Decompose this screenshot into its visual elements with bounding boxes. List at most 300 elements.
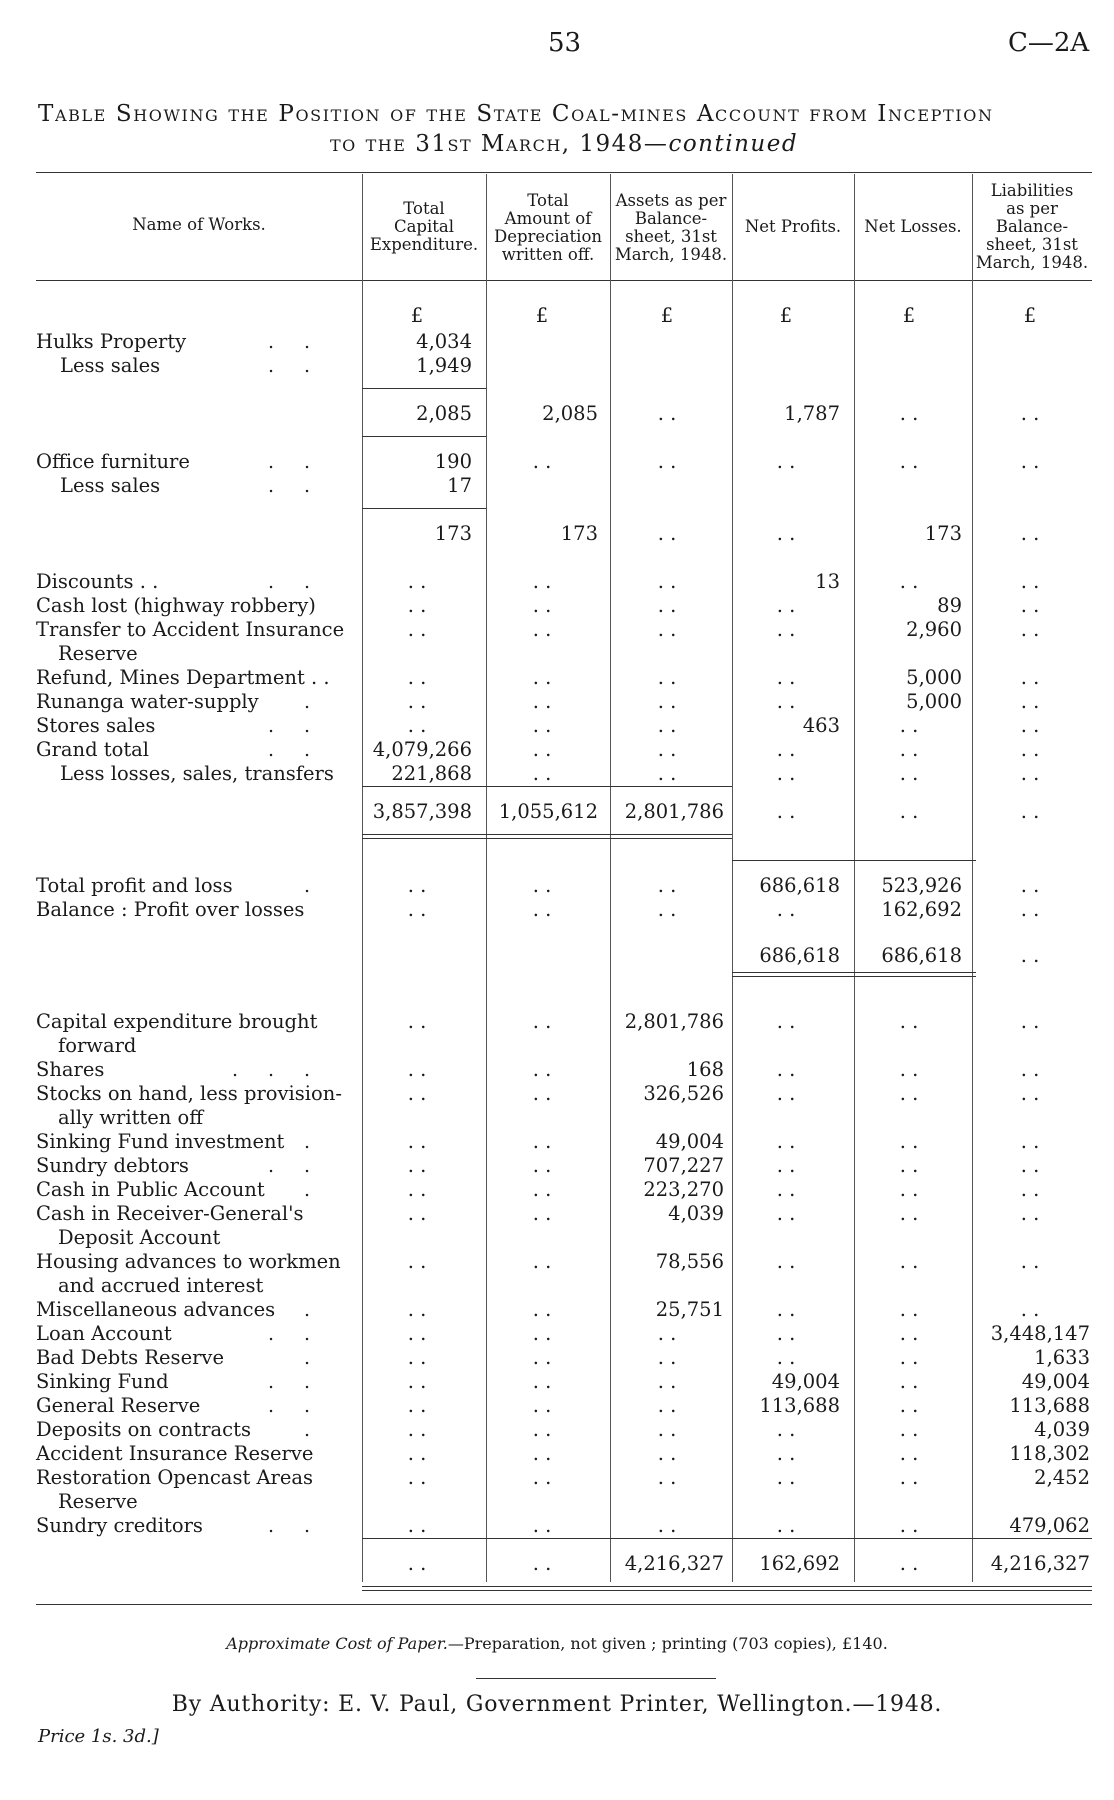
table-cell: . .	[532, 666, 552, 689]
dot-leader: .	[268, 715, 281, 737]
header-line: written off.	[501, 245, 595, 264]
table-cell: . .	[532, 1346, 552, 1369]
table-row	[0, 1010, 1114, 1034]
table-cell: . .	[407, 594, 427, 617]
table-cell: . .	[532, 898, 552, 921]
header-line: Total	[403, 199, 445, 218]
table-cell: . .	[1020, 738, 1040, 761]
header-line: Total	[527, 191, 569, 210]
table-cell: . .	[532, 1552, 552, 1575]
dot-leader: .	[304, 331, 317, 353]
table-cell: 3,448,147	[990, 1322, 1090, 1345]
table-row	[0, 800, 1114, 824]
total-rule	[362, 834, 732, 835]
table-cell: . .	[657, 1514, 677, 1537]
table-cell: . .	[899, 714, 919, 737]
dot-leader: .	[268, 451, 281, 473]
table-row	[0, 762, 1114, 786]
table-cell: 25,751	[655, 1298, 724, 1321]
table-cell: . .	[407, 666, 427, 689]
table-cell: 162,692	[759, 1552, 840, 1575]
table-row	[0, 1490, 1114, 1514]
header-bottom-rule	[36, 280, 1092, 281]
dot-leader: .	[304, 1395, 317, 1417]
table-cell: . .	[776, 762, 796, 785]
row-label: Runanga water-supply	[36, 690, 259, 713]
table-cell: . .	[532, 1010, 552, 1033]
table-cell: . .	[657, 690, 677, 713]
table-cell: 2,960	[906, 618, 962, 641]
table-cell: . .	[657, 1418, 677, 1441]
table-cell: . .	[407, 898, 427, 921]
row-label: Reserve	[58, 1490, 138, 1513]
table-cell: . .	[899, 1514, 919, 1537]
table-row	[0, 1466, 1114, 1490]
table-cell: . .	[899, 1346, 919, 1369]
table-cell: . .	[532, 594, 552, 617]
row-label: Deposits on contracts	[36, 1418, 251, 1441]
header-liabilities	[972, 182, 1092, 272]
header-line: as per	[1006, 199, 1058, 218]
table-cell: . .	[1020, 666, 1040, 689]
table-cell: 523,926	[881, 874, 962, 897]
row-label: Less losses, sales, transfers	[60, 762, 334, 785]
table-cell: . .	[1020, 1058, 1040, 1081]
table-cell: . .	[776, 1010, 796, 1033]
table-cell: . .	[532, 1130, 552, 1153]
table-cell: . .	[776, 1514, 796, 1537]
table-cell: . .	[899, 1058, 919, 1081]
table-cell: . .	[1020, 944, 1040, 967]
row-label: Capital expenditure brought	[36, 1010, 318, 1033]
dot-leader: .	[304, 571, 317, 593]
dot-leader: .	[268, 739, 281, 761]
table-cell: 1,055,612	[498, 800, 598, 823]
table-cell: 4,034	[416, 330, 472, 353]
row-label: Transfer to Accident Insurance	[36, 618, 345, 641]
table-row	[0, 1322, 1114, 1346]
header-total-depreciation	[486, 192, 610, 264]
table-cell: . .	[776, 450, 796, 473]
total-rule	[362, 1586, 1092, 1587]
table-cell: . .	[776, 1346, 796, 1369]
table-cell: . .	[899, 738, 919, 761]
row-label: Balance : Profit over losses	[36, 898, 305, 921]
table-cell: . .	[1020, 714, 1040, 737]
table-cell: . .	[532, 1370, 552, 1393]
table-row	[0, 1058, 1114, 1082]
table-row	[0, 1346, 1114, 1370]
table-cell: . .	[657, 450, 677, 473]
table-cell: . .	[407, 1346, 427, 1369]
table-cell: . .	[532, 1322, 552, 1345]
table-row	[0, 1202, 1114, 1226]
table-cell: . .	[407, 1394, 427, 1417]
total-rule	[362, 838, 732, 839]
table-row	[0, 594, 1114, 618]
table-cell: . .	[532, 738, 552, 761]
dot-leader: .	[304, 1347, 317, 1369]
header-net-losses	[854, 218, 972, 236]
table-cell: 49,004	[1021, 1370, 1090, 1393]
table-cell: . .	[776, 898, 796, 921]
header-line: March, 1948.	[975, 253, 1089, 272]
dot-leader: .	[304, 739, 317, 761]
dot-leader: .	[268, 1059, 281, 1081]
table-cell: . .	[1020, 1298, 1040, 1321]
dot-leader: .	[304, 1323, 317, 1345]
table-cell: 4,216,327	[624, 1552, 724, 1575]
table-cell: 5,000	[906, 666, 962, 689]
table-row	[0, 1226, 1114, 1250]
row-label: Housing advances to workmen	[36, 1250, 341, 1273]
table-cell: 686,618	[759, 944, 840, 967]
table-cell: . .	[1020, 1010, 1040, 1033]
table-cell: . .	[899, 1466, 919, 1489]
table-cell: . .	[532, 570, 552, 593]
document-reference: C—2A	[1008, 28, 1090, 58]
table-cell: . .	[899, 762, 919, 785]
table-cell: . .	[532, 874, 552, 897]
currency-symbol: £	[1023, 304, 1037, 327]
table-cell: . .	[407, 1298, 427, 1321]
table-cell: . .	[776, 800, 796, 823]
table-cell: 4,039	[668, 1202, 724, 1225]
table-cell: 1,949	[416, 354, 472, 377]
header-assets	[610, 192, 732, 264]
table-cell: . .	[532, 714, 552, 737]
header-name-of-works: Name of Works.	[132, 215, 266, 234]
table-row	[0, 1130, 1114, 1154]
row-label: Sundry debtors	[36, 1154, 189, 1177]
table-row	[0, 402, 1114, 426]
dot-leader: .	[304, 875, 317, 897]
table-cell: . .	[776, 1298, 796, 1321]
price-note: Price 1s. 3d.]	[38, 1726, 159, 1747]
table-cell: . .	[407, 1058, 427, 1081]
row-label: Office furniture	[36, 450, 190, 473]
table-cell: . .	[899, 1394, 919, 1417]
dot-leader: .	[304, 475, 317, 497]
header-line: March, 1948.	[614, 245, 728, 264]
table-cell: . .	[532, 618, 552, 641]
table-cell: . .	[1020, 800, 1040, 823]
dot-leader: .	[268, 331, 281, 353]
row-label: Refund, Mines Department . .	[36, 666, 330, 689]
table-cell: . .	[407, 1370, 427, 1393]
table-cell: 78,556	[655, 1250, 724, 1273]
table-title-line-1: Table Showing the Position of the State Coal-mines Account from Inception	[38, 101, 994, 127]
table-cell: 2,801,786	[624, 800, 724, 823]
table-cell: . .	[532, 1466, 552, 1489]
currency-symbol: £	[902, 304, 916, 327]
table-cell: . .	[532, 762, 552, 785]
row-label: forward	[58, 1034, 137, 1057]
table-cell: . .	[899, 1250, 919, 1273]
header-line: sheet, 31st	[986, 235, 1078, 254]
table-cell: . .	[1020, 1178, 1040, 1201]
table-cell: . .	[776, 1082, 796, 1105]
table-row	[0, 1442, 1114, 1466]
table-cell: 2,452	[1034, 1466, 1090, 1489]
table-cell: . .	[776, 594, 796, 617]
table-row	[0, 1034, 1114, 1058]
table-cell: 1,633	[1034, 1346, 1090, 1369]
table-cell: . .	[1020, 450, 1040, 473]
table-row	[0, 642, 1114, 666]
header-line: Capital	[393, 217, 455, 236]
dot-leader: .	[304, 1419, 317, 1441]
table-cell: . .	[657, 762, 677, 785]
table-row	[0, 666, 1114, 690]
table-row	[0, 1154, 1114, 1178]
dot-leader: .	[268, 571, 281, 593]
table-cell: . .	[1020, 402, 1040, 425]
table-cell: 113,688	[759, 1394, 840, 1417]
table-cell: 168	[686, 1058, 724, 1081]
table-cell: . .	[899, 1178, 919, 1201]
dot-leader: .	[304, 1515, 317, 1537]
table-cell: . .	[657, 714, 677, 737]
table-cell: . .	[776, 1178, 796, 1201]
row-label: Miscellaneous advances	[36, 1298, 276, 1321]
row-label: Sinking Fund	[36, 1370, 169, 1393]
dot-leader: .	[304, 1155, 317, 1177]
table-cell: 221,868	[391, 762, 472, 785]
table-cell: . .	[1020, 522, 1040, 545]
table-cell: . .	[899, 1298, 919, 1321]
row-label: Cash in Receiver-General's	[36, 1202, 304, 1225]
table-row	[0, 874, 1114, 898]
table-cell: . .	[776, 522, 796, 545]
table-cell: . .	[899, 1418, 919, 1441]
table-cell: . .	[776, 1442, 796, 1465]
dot-leader: .	[268, 1515, 281, 1537]
table-cell: . .	[899, 402, 919, 425]
table-cell: . .	[899, 800, 919, 823]
table-cell: . .	[776, 1154, 796, 1177]
table-cell: 4,039	[1034, 1418, 1090, 1441]
dot-leader: .	[304, 1299, 317, 1321]
header-line: Balance-	[634, 209, 708, 228]
dot-leader: .	[304, 715, 317, 737]
dot-leader: .	[268, 1155, 281, 1177]
table-cell: 4,216,327	[990, 1552, 1090, 1575]
row-label: Stores sales	[36, 714, 156, 737]
table-row	[0, 1418, 1114, 1442]
table-cell: . .	[407, 874, 427, 897]
table-cell: . .	[776, 666, 796, 689]
table-cell: . .	[657, 1370, 677, 1393]
table-cell: 707,227	[643, 1154, 724, 1177]
table-cell: . .	[407, 570, 427, 593]
table-cell: . .	[776, 1418, 796, 1441]
table-cell: . .	[407, 1010, 427, 1033]
table-cell: . .	[407, 1418, 427, 1441]
header-line: sheet, 31st	[625, 227, 717, 246]
table-row	[0, 570, 1114, 594]
header-line: Net Losses.	[864, 217, 962, 236]
table-cell: . .	[776, 690, 796, 713]
table-cell: . .	[532, 1418, 552, 1441]
row-label: Accident Insurance Reserve	[36, 1442, 314, 1465]
table-cell: 1,787	[784, 402, 840, 425]
table-cell: . .	[899, 450, 919, 473]
table-cell: . .	[407, 1202, 427, 1225]
currency-symbol: £	[535, 304, 549, 327]
table-row	[0, 330, 1114, 354]
table-cell: . .	[657, 898, 677, 921]
dot-leader: .	[304, 1179, 317, 1201]
row-label: Bad Debts Reserve	[36, 1346, 224, 1369]
dot-leader: .	[304, 1371, 317, 1393]
table-cell: . .	[1020, 1250, 1040, 1273]
table-cell: . .	[899, 1082, 919, 1105]
row-label: Sinking Fund investment	[36, 1130, 285, 1153]
table-cell: . .	[407, 714, 427, 737]
table-title-line-2	[330, 131, 798, 157]
table-cell: . .	[899, 570, 919, 593]
table-cell: . .	[899, 1370, 919, 1393]
table-cell: 173	[924, 522, 962, 545]
table-cell: . .	[776, 1466, 796, 1489]
table-cell: . .	[532, 690, 552, 713]
row-label: Reserve	[58, 642, 138, 665]
table-row	[0, 1082, 1114, 1106]
table-cell: . .	[657, 1394, 677, 1417]
header-line: Amount of	[504, 209, 592, 228]
table-row	[0, 1394, 1114, 1418]
table-cell: 173	[434, 522, 472, 545]
dot-leader: .	[304, 355, 317, 377]
table-cell: 17	[447, 474, 472, 497]
table-row	[0, 1552, 1114, 1576]
row-label: Discounts . .	[36, 570, 159, 593]
table-cell: . .	[407, 690, 427, 713]
table-cell: . .	[532, 1514, 552, 1537]
table-cell: . .	[657, 594, 677, 617]
table-cell: . .	[532, 1250, 552, 1273]
header-line: Balance-	[995, 217, 1069, 236]
table-row	[0, 1106, 1114, 1130]
table-cell: . .	[407, 1250, 427, 1273]
table-cell: . .	[776, 1250, 796, 1273]
dot-leader: .	[268, 1323, 281, 1345]
table-cell: 162,692	[881, 898, 962, 921]
table-cell: . .	[407, 1154, 427, 1177]
table-cell: . .	[407, 1552, 427, 1575]
row-label: Shares	[36, 1058, 105, 1081]
header-line: Expenditure.	[369, 235, 479, 254]
table-row	[0, 944, 1114, 968]
table-cell: 2,801,786	[624, 1010, 724, 1033]
header-line: Liabilities	[990, 181, 1074, 200]
table-row	[0, 1298, 1114, 1322]
table-row	[0, 1370, 1114, 1394]
table-cell: 4,079,266	[372, 738, 472, 761]
table-cell: . .	[899, 1552, 919, 1575]
table-bottom-rule	[36, 1604, 1092, 1605]
table-row	[0, 354, 1114, 378]
table-cell: . .	[657, 738, 677, 761]
dot-leader: .	[268, 1395, 281, 1417]
table-cell: . .	[899, 1154, 919, 1177]
table-cell: . .	[657, 618, 677, 641]
table-row	[0, 714, 1114, 738]
row-label: Total profit and loss	[36, 874, 233, 897]
table-cell: 326,526	[643, 1082, 724, 1105]
table-cell: . .	[532, 1154, 552, 1177]
total-rule	[362, 436, 486, 437]
table-cell: 463	[802, 714, 840, 737]
table-row	[0, 1250, 1114, 1274]
table-cell: . .	[657, 522, 677, 545]
title-line-2-text: to the 31st March, 1948—	[330, 131, 669, 157]
total-rule	[362, 1538, 1092, 1539]
table-cell: . .	[407, 1322, 427, 1345]
footnote	[0, 1634, 1114, 1653]
table-cell: . .	[1020, 1154, 1040, 1177]
table-cell: . .	[1020, 570, 1040, 593]
header-line: Depreciation	[493, 227, 603, 246]
page-number: 53	[548, 28, 582, 58]
row-label: General Reserve	[36, 1394, 201, 1417]
row-label: Loan Account	[36, 1322, 172, 1345]
table-cell: . .	[1020, 762, 1040, 785]
table-row	[0, 522, 1114, 546]
dot-leader: .	[304, 691, 317, 713]
row-label: and accrued interest	[58, 1274, 264, 1297]
table-row	[0, 618, 1114, 642]
table-cell: . .	[776, 1202, 796, 1225]
dot-leader: .	[304, 451, 317, 473]
table-cell: 190	[434, 450, 472, 473]
row-label: Less sales	[60, 354, 161, 377]
table-cell: . .	[407, 1466, 427, 1489]
table-cell: . .	[899, 1130, 919, 1153]
table-cell: . .	[1020, 1082, 1040, 1105]
table-cell: . .	[1020, 1130, 1040, 1153]
total-rule	[362, 1590, 1092, 1591]
table-cell: . .	[776, 738, 796, 761]
table-row	[0, 690, 1114, 714]
table-cell: . .	[657, 1466, 677, 1489]
row-label: Sundry creditors	[36, 1514, 203, 1537]
table-cell: . .	[899, 1322, 919, 1345]
table-cell: . .	[532, 1394, 552, 1417]
table-cell: 2,085	[416, 402, 472, 425]
dot-leader: .	[268, 1371, 281, 1393]
table-cell: . .	[532, 1442, 552, 1465]
table-cell: . .	[407, 1082, 427, 1105]
footnote-label: Approximate Cost of Paper.	[226, 1634, 448, 1653]
table-cell: . .	[776, 618, 796, 641]
table-cell: 686,618	[759, 874, 840, 897]
table-cell: . .	[407, 1178, 427, 1201]
table-cell: . .	[1020, 690, 1040, 713]
table-cell: 173	[560, 522, 598, 545]
dot-leader: .	[268, 355, 281, 377]
table-cell: . .	[899, 1010, 919, 1033]
dot-leader: .	[232, 1059, 245, 1081]
dot-leader: .	[304, 1059, 317, 1081]
total-rule	[362, 786, 732, 787]
table-cell: . .	[1020, 594, 1040, 617]
table-row	[0, 738, 1114, 762]
table-cell: 3,857,398	[372, 800, 472, 823]
row-label: Restoration Opencast Areas	[36, 1466, 314, 1489]
currency-symbol: £	[660, 304, 674, 327]
